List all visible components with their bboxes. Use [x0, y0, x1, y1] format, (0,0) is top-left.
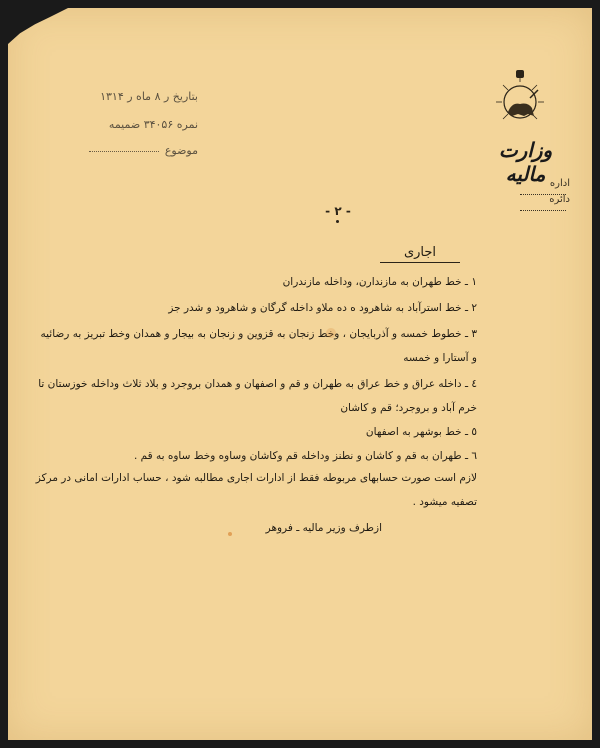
section-heading: اجاری [380, 245, 460, 263]
list-item: خرم آباد و بروجرد؛ قم و کاشان [340, 402, 477, 414]
list-item: و آستارا و خمسه [403, 352, 477, 364]
page-number: - ۲ - [325, 204, 351, 218]
ministry-title: وزارت مالیه [498, 138, 553, 186]
list-item: ٦ ـ طهران به قم و کاشان و نطنز وداخله قم وکاشان وساوه وخط ساوه به قم . [133, 450, 477, 462]
date-line: بتاریخ ر ۸ ماه ر ۱۳۱۴ [100, 90, 198, 103]
list-item: لازم است صورت حسابهای مربوطه فقط از ادارات اجاری مطالبه شود ، حساب ادارات امانی در مرکز [35, 472, 477, 484]
list-item: تصفیه میشود . [412, 496, 477, 508]
subject-label: موضوع [164, 144, 198, 157]
subject-line [48, 144, 198, 157]
list-item: ٥ ـ خط بوشهر به اصفهان [365, 426, 477, 438]
list-item: ۱ ـ خط طهران به مازندارن، وداخله مازندران [282, 276, 477, 288]
office-label: اداره [549, 178, 570, 189]
department-label: دائره [549, 194, 570, 205]
list-item: ۲ ـ خط استرآباد به شاهرود ه ده ملاو داخله گرگان و شاهرود و شدر جز [168, 302, 477, 314]
number-line [48, 118, 198, 131]
document-page [8, 8, 592, 740]
torn-corner [8, 8, 68, 44]
list-item: ٤ ـ داخله عراق و خط عراق به طهران و قم و اصفهان و همدان بروجرد و بلاد ثلاث وداخله خوزستان تا [38, 378, 477, 390]
lion-and-sun-emblem-icon [488, 68, 552, 132]
subject-dotted-line [89, 151, 159, 152]
paper-stain [326, 328, 336, 338]
paper-stain [228, 532, 232, 536]
number-text: نمره ۳۴۰۵۶ ضمیمه [108, 118, 198, 131]
department-field [500, 194, 570, 216]
department-dotted-line [520, 210, 566, 211]
list-item: ۳ ـ خطوط خمسه و آذربایجان ، وخط زنجان به قزوین و زنجان به بیجار و همدان وخط تبریز به رضائیه [40, 328, 477, 340]
page-dot [336, 220, 339, 223]
signature-line: ازطرف وزیر مالیه ـ فروهر [265, 522, 382, 534]
